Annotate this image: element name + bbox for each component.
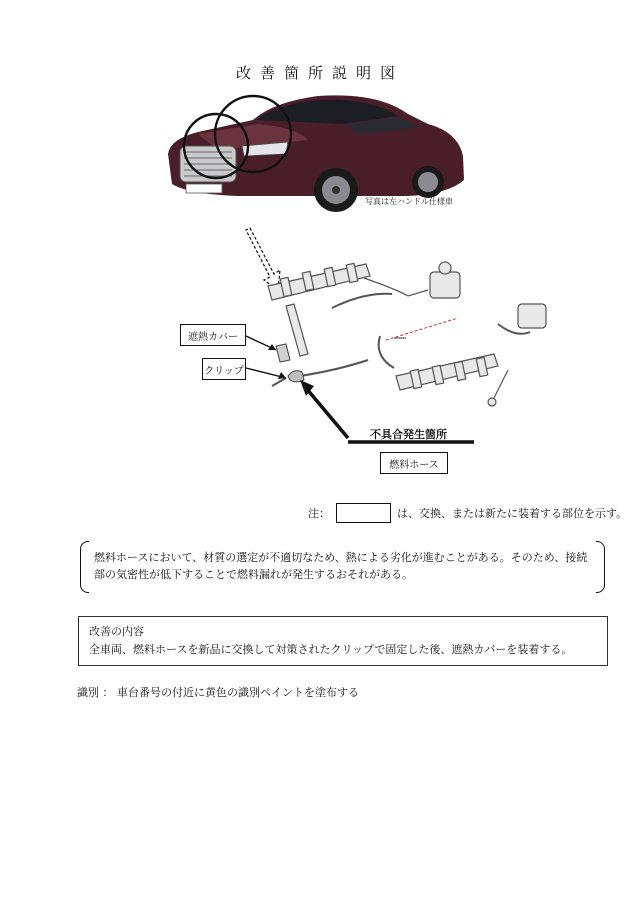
legend-note xyxy=(308,503,627,523)
label-clip: クリップ xyxy=(202,358,246,380)
label-heat-cover: 遮熱カバー xyxy=(180,324,246,346)
defect-description xyxy=(80,541,605,593)
improvement-heading: 改善の内容 xyxy=(89,625,144,638)
note-prefix: 注： xyxy=(308,507,330,520)
car-caption: 写真は左ハンドル仕様車 xyxy=(365,197,453,206)
fuel-system-illustration xyxy=(168,220,568,480)
fuel-system-diagram xyxy=(168,220,568,480)
identification-text: 識別 ： 車台番号の付近に黄色の識別ペイントを塗布する xyxy=(77,686,359,699)
note-suffix: は、交換、または新たに装着する部位を示す。 xyxy=(397,507,628,520)
defect-description-text: 燃料ホースにおいて、材質の選定が不適切なため、熱による劣化が進むことがある。そのため、接続部の気密性が低下することで燃料漏れが発生するおそれがある。 xyxy=(94,551,588,581)
label-fuel-hose: 燃料ホース xyxy=(380,452,448,474)
page-title: 改善箇所説明図 xyxy=(235,64,404,82)
improvement-text: 全車両、燃料ホースを新品に交換して対策されたクリップで固定した後、遮熱カバーを装着する。 xyxy=(89,643,573,656)
improvement-box xyxy=(78,616,608,666)
legend-box xyxy=(336,503,391,523)
label-defect-location: 不具合発生箇所 xyxy=(370,428,447,441)
